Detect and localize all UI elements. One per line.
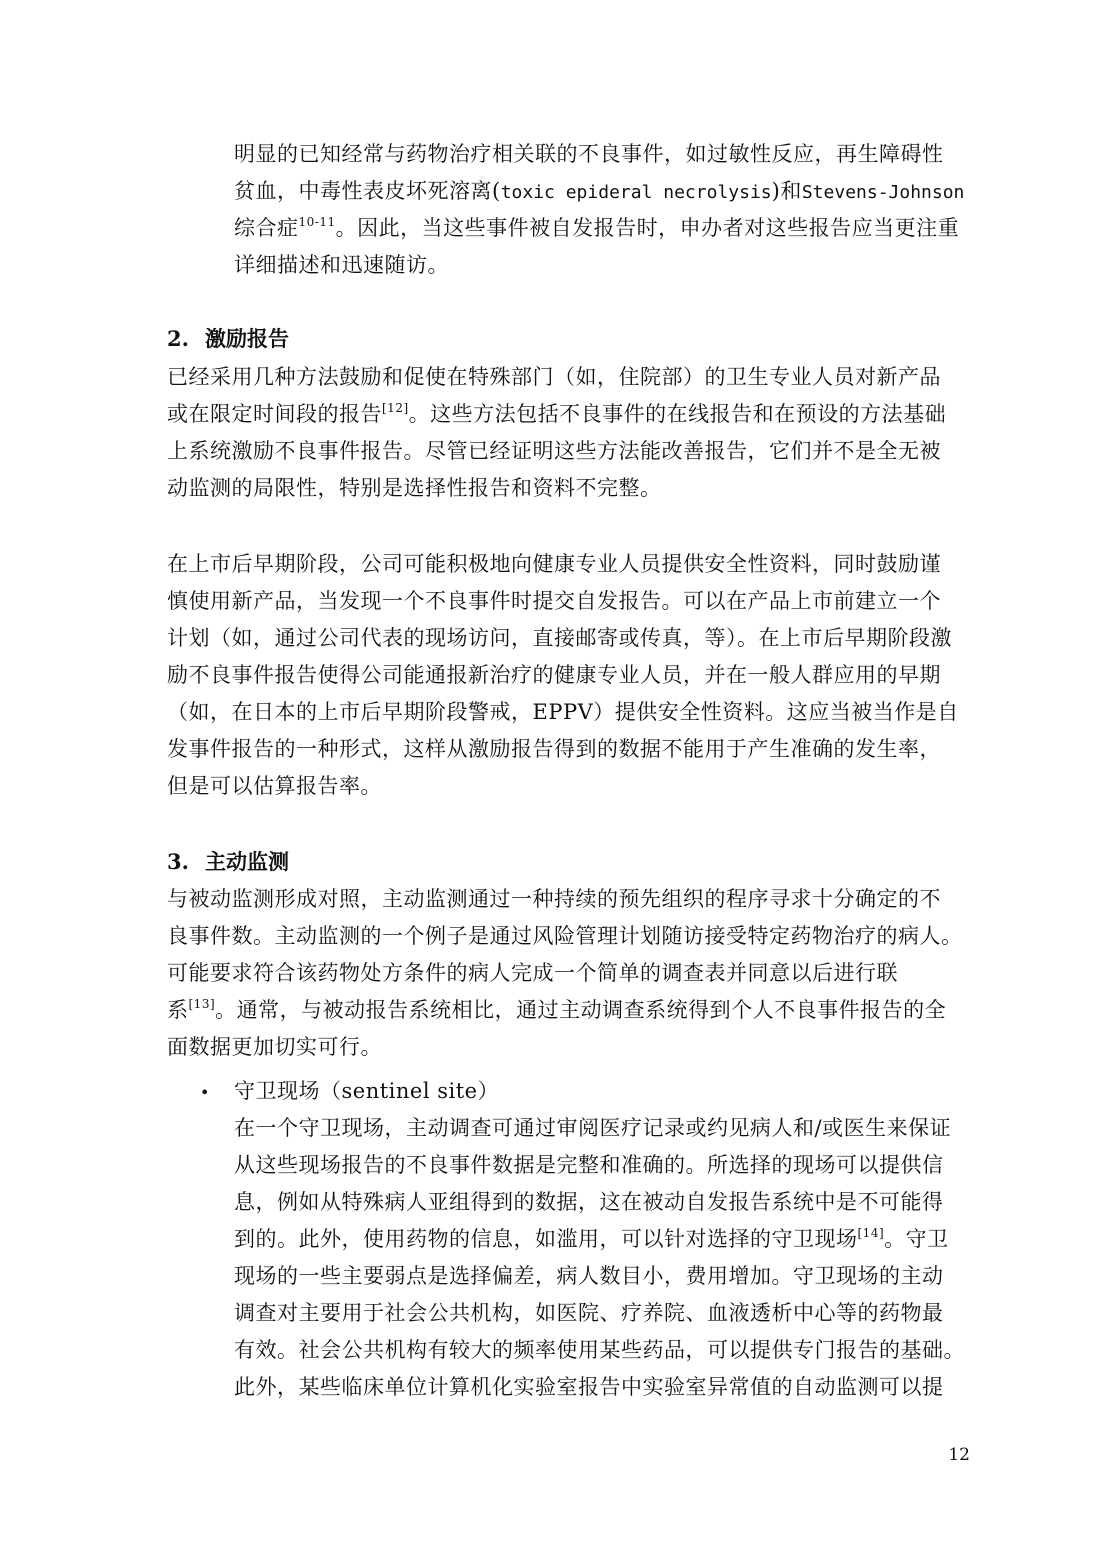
bullet-line-2: 从这些现场报告的不良事件数据是完整和准确的。所选择的现场可以提供信	[234, 1153, 944, 1177]
s3-p1-line-2: 良事件数。主动监测的一个例子是通过风险管理计划随访接受特定药物治疗的病人。	[167, 924, 963, 948]
intro-line-2: 贫血，中毒性表皮坏死溶离(toxic epideral necrolysis)和Stevens-Johnson	[234, 179, 965, 203]
s2-p2-line-7: 但是可以估算报告率。	[167, 774, 382, 798]
s2-p1-line-4: 动监测的局限性，特别是选择性报告和资料不完整。	[167, 476, 662, 500]
s2-p2-line-2: 慎使用新产品，当发现一个不良事件时提交自发报告。可以在产品上市前建立一个	[167, 589, 941, 613]
s2-p1-line-3: 上系统激励不良事件报告。尽管已经证明这些方法能改善报告，它们并不是全无被	[167, 439, 941, 463]
citation: [13]	[188, 997, 216, 1011]
intro-line-3: 综合症$^{10-11}$。因此，当这些事件被自发报告时，申办者对这些报告应当更注重	[234, 215, 960, 240]
bullet-line-4: 到的。此外，使用药物的信息，如滥用，可以针对选择的守卫现场[14]。守卫	[234, 1226, 949, 1251]
citation: [12]	[382, 401, 409, 415]
section-3-heading: 3. 主动监测	[167, 849, 289, 874]
intro-line-1: 明显的已知经常与药物治疗相关联的不良事件，如过敏性反应，再生障碍性	[234, 142, 944, 166]
s3-p1-line-4: 系[13]。通常，与被动报告系统相比，通过主动调查系统得到个人不良事件报告的全	[167, 997, 947, 1022]
bullet-line-3: 息，例如从特殊病人亚组得到的数据，这在被动自发报告系统中是不可能得	[234, 1190, 944, 1214]
bullet-line-1: 在一个守卫现场，主动调查可通过审阅医疗记录或约见病人和/或医生来保证	[234, 1116, 952, 1140]
bullet-title: 守卫现场（sentinel site）	[234, 1079, 500, 1103]
citation: 10-11	[298, 215, 336, 229]
s2-p1-line-1: 已经采用几种方法鼓励和促使在特殊部门（如，住院部）的卫生专业人员对新产品	[167, 365, 941, 389]
s2-p1-line-2: 或在限定时间段的报告[12]。这些方法包括不良事件的在线报告和在预设的方法基础	[167, 401, 947, 426]
s2-p2-line-4: 励不良事件报告使得公司能通报新治疗的健康专业人员，并在一般人群应用的早期	[167, 663, 941, 687]
section-2-heading: 2. 激励报告	[167, 326, 289, 351]
intro-line-4: 详细描述和迅速随访。	[234, 253, 449, 277]
citation: [14]	[857, 1226, 885, 1240]
s3-p1-line-5: 面数据更加切实可行。	[167, 1035, 382, 1059]
bullet-line-8: 此外，某些临床单位计算机化实验室报告中实验室异常值的自动监测可以提	[234, 1375, 944, 1399]
s3-p1-line-1: 与被动监测形成对照，主动监测通过一种持续的预先组织的程序寻求十分确定的不	[167, 887, 941, 911]
s2-p2-line-5: （如，在日本的上市后早期阶段警戒，EPPV）提供安全性资料。这应当被当作是自	[167, 700, 959, 724]
bullet-symbol: •	[200, 1083, 210, 1102]
bullet-line-6: 调查对主要用于社会公共机构，如医院、疗养院、血液透析中心等的药物最	[234, 1301, 944, 1325]
page-number: 12	[948, 1445, 970, 1465]
s2-p2-line-6: 发事件报告的一种形式，这样从激励报告得到的数据不能用于产生准确的发生率，	[167, 737, 941, 761]
bullet-line-5: 现场的一些主要弱点是选择偏差，病人数目小，费用增加。守卫现场的主动	[234, 1264, 944, 1288]
s2-p2-line-3: 计划（如，通过公司代表的现场访问，直接邮寄或传真，等）。在上市后早期阶段激	[167, 626, 952, 650]
bullet-line-7: 有效。社会公共机构有较大的频率使用某些药品，可以提供专门报告的基础。	[234, 1338, 965, 1362]
s3-p1-line-3: 可能要求符合该药物处方条件的病人完成一个简单的调查表并同意以后进行联	[167, 961, 898, 985]
s2-p2-line-1: 在上市后早期阶段，公司可能积极地向健康专业人员提供安全性资料，同时鼓励谨	[167, 552, 941, 576]
